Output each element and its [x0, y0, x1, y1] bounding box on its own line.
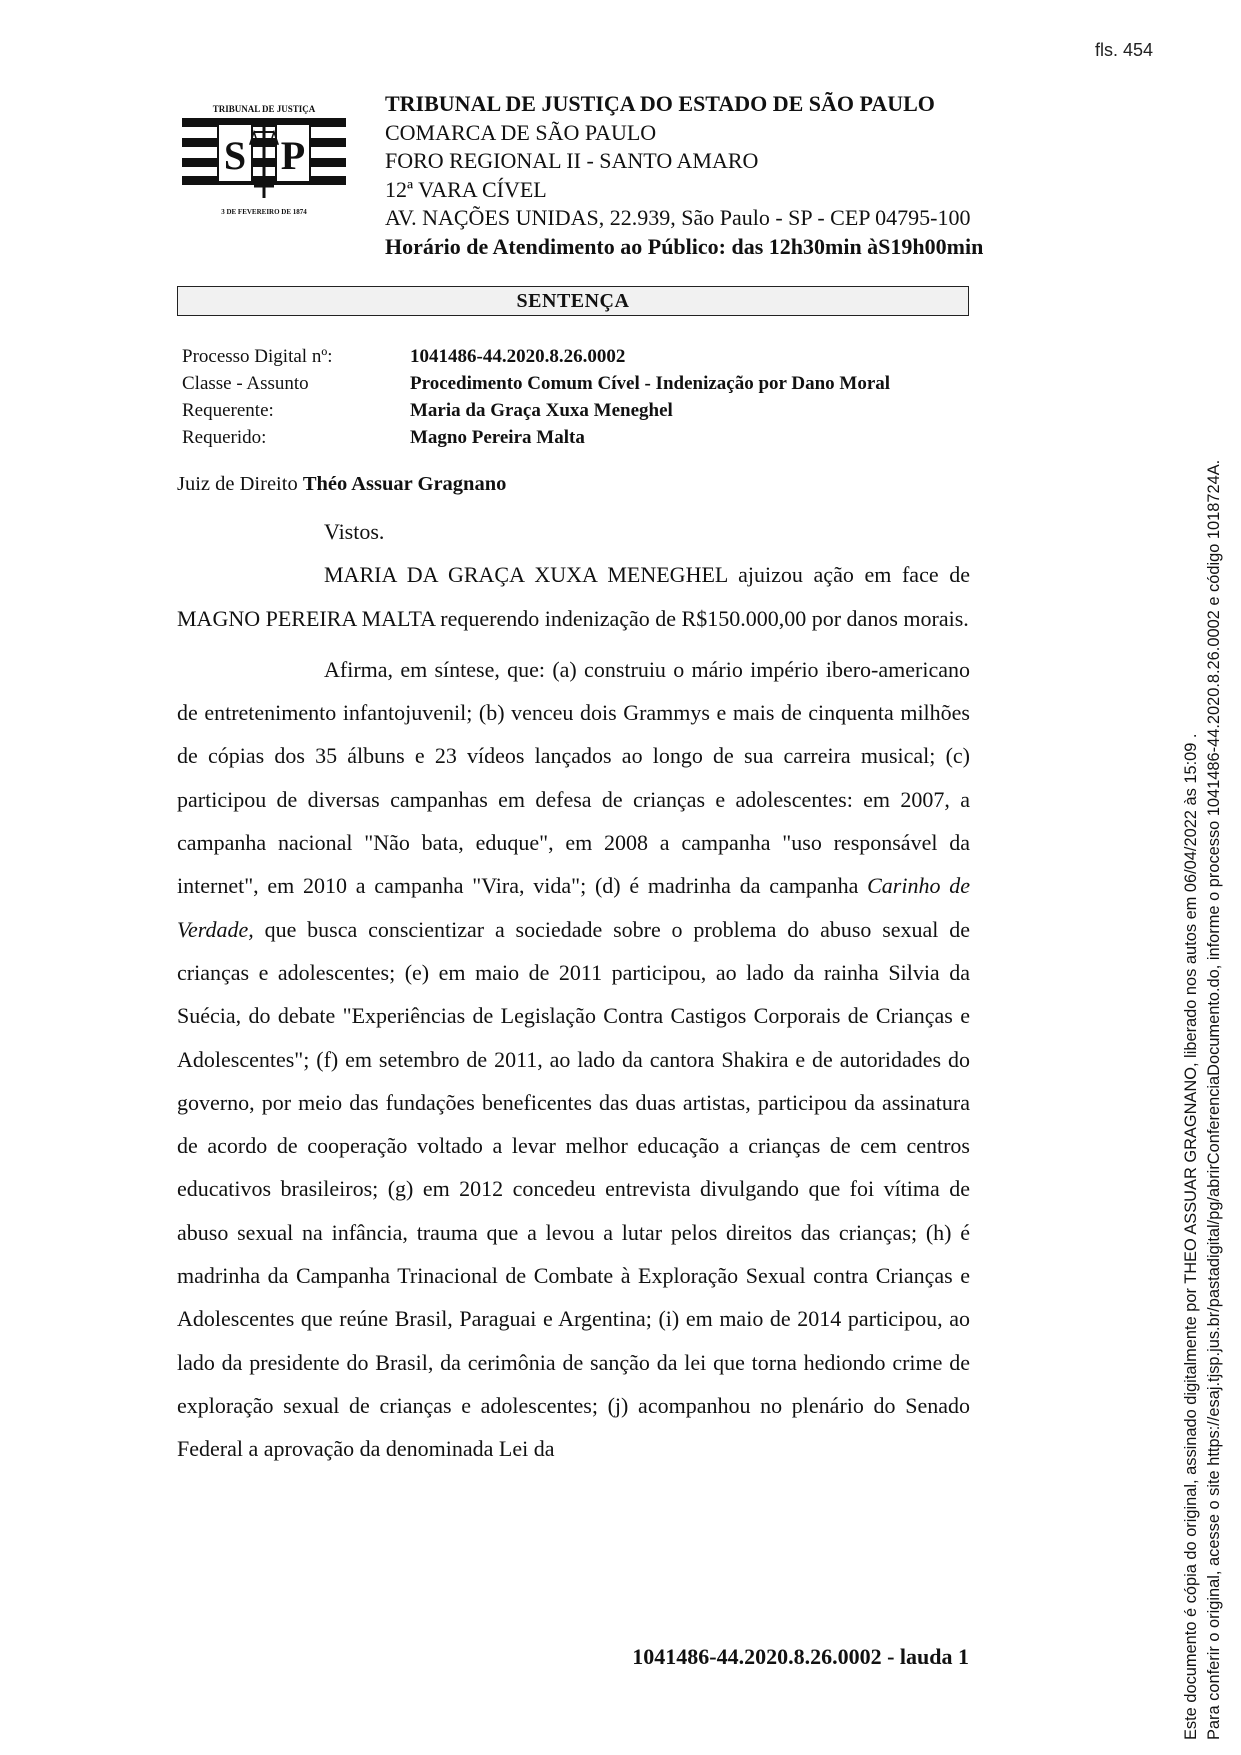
- judge-label: Juiz de Direito: [177, 473, 298, 495]
- paragraph-2-part-b: que busca conscientizar a sociedade sobre o problema do abuso sexual de crianças e adolescentes; (e) em maio de 2011 participou, ao lado da rainha Silvia da Suécia, do debate "Experiências de Legislação Contra Castigos Corporais de Crianças e Adolescentes"; (f) em setembro de 2011, ao lado da cantora Shakira e de autoridades do governo, por meio das fundações beneficentes das duas artistas, participou da assinatura de acordo de cooperação voltado a levar melhor educação a crianças de cem centros educativos brasileiros; (g) em 2012 concedeu entrevista divulgando que foi vítima de abuso sexual na infância, trauma que a levou a lutar pelos direitos das crianças; (h) é madrinha da Campanha Trinacional de Combate à Exploração Sexual contra Crianças e Adolescentes que reúne Brasil, Paraguai e Argentina; (i) em maio de 2014 participou, ao lado da presidente do Brasil, da cerimônia de sanção da lei que torna hediondo crime de exploração sexual de crianças e adolescentes; (j) acompanhou no plenário do Senado Federal a aprovação da denominada Lei da: [177, 916, 970, 1462]
- court-comarca: COMARCA DE SÃO PAULO: [385, 119, 657, 145]
- signature-note-line-2: Para conferir o original, acesse o site https://esaj.tjsp.jus.br/pastadigital/pg/abrirConferenciaDocumento.do, informe o processo 1041486-44.2020.8.26.0002 e código 1018724A.: [1205, 459, 1223, 1740]
- tjsp-seal-logo: [180, 80, 348, 225]
- paragraph-2: [177, 648, 970, 1471]
- court-header: [178, 80, 1018, 260]
- sentence-body: [177, 510, 970, 1471]
- defendant-label: Requerido:: [182, 427, 267, 448]
- signature-note-line-1: Este documento é cópia do original, assinado digitalmente por THEO ASSUAR GRAGNANO, liberado nos autos em 06/04/2022 às 15:09 .: [1182, 733, 1200, 1740]
- court-info: [385, 90, 983, 261]
- process-label: Processo Digital nº:: [182, 346, 333, 367]
- class-label: Classe - Assunto: [182, 373, 309, 394]
- process-value: 1041486-44.2020.8.26.0002: [410, 346, 626, 367]
- court-name: TRIBUNAL DE JUSTIÇA DO ESTADO DE SÃO PAULO: [385, 91, 935, 116]
- judge-name: Théo Assuar Gragnano: [302, 473, 507, 495]
- logo-letter-s: S: [223, 133, 247, 178]
- logo-letter-p: P: [280, 133, 306, 178]
- page-number: fls. 454: [1094, 40, 1153, 60]
- vistos: Vistos.: [324, 519, 385, 544]
- plaintiff-value: Maria da Graça Xuxa Meneghel: [410, 400, 673, 421]
- court-foro: FORO REGIONAL II - SANTO AMARO: [385, 148, 759, 173]
- document-type-title: SENTENÇA: [177, 286, 969, 316]
- paragraph-2-italic: Carinho de Verdade,: [177, 873, 970, 942]
- defendant-value: Magno Pereira Malta: [410, 427, 585, 448]
- digital-signature-note: [1180, 460, 1226, 1740]
- court-address: AV. NAÇÕES UNIDAS, 22.939, São Paulo - SP - CEP 04795-100: [385, 205, 971, 230]
- class-value: Procedimento Comum Cível - Indenização por Dano Moral: [410, 373, 891, 394]
- page-footer: 1041486-44.2020.8.26.0002 - lauda 1: [632, 1644, 969, 1669]
- court-vara: 12ª VARA CÍVEL: [385, 176, 547, 202]
- logo-bottom-text: 3 DE FEVEREIRO DE 1874: [221, 208, 307, 216]
- judge-line: [177, 473, 506, 496]
- paragraph-2-part-a: Afirma, em síntese, que: (a) construiu o mário império ibero-americano de entretenimento infantojuvenil; (b) venceu dois Grammys e mais de cinquenta milhões de cópias dos 35 álbuns e 23 vídeos lançados ao longo de sua carreira musical; (c) participou de diversas campanhas em defesa de crianças e adolescentes: em 2007, a campanha nacional "Não bata, eduque", em 2008 a campanha "uso responsável da internet", em 2010 a campanha "Vira, vida"; (d) é madrinha da campanha: [177, 656, 970, 899]
- plaintiff-label: Requerente:: [182, 400, 274, 421]
- court-hours: Horário de Atendimento ao Público: das 12h30min àS19h00min: [385, 233, 984, 259]
- paragraph-1: MARIA DA GRAÇA XUXA MENEGHEL ajuizou ação em face de MAGNO PEREIRA MALTA requerendo indenização de R$150.000,00 por danos morais.: [177, 562, 970, 631]
- logo-top-text: TRIBUNAL DE JUSTIÇA: [212, 104, 316, 114]
